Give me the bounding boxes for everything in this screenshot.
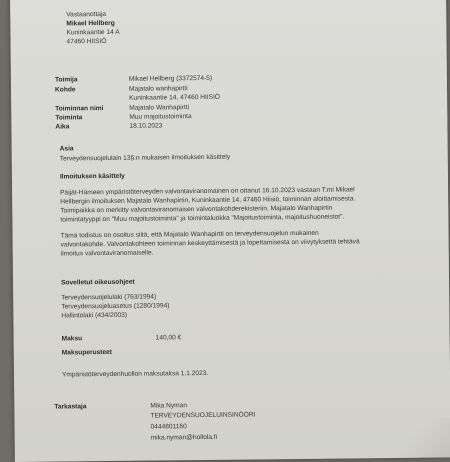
detail-label-toimija: Toimija (54, 76, 78, 84)
recipient-label: Vastaanottaja (66, 10, 107, 19)
recipient-street: Kuninkaantie 14 A (66, 28, 120, 37)
detail-value-toiminta: Muu majoitustoiminta (129, 113, 192, 121)
inspector-title: TERVEYDENSUOJELUINSINÖÖRI (150, 411, 256, 420)
processing-para1-line: Hellbergin ilmoituksen Majatalo Wanhapirtin, Kuninkaantie 14, 47460 Hiisiö, toiminnan aloittamisesta. (60, 195, 356, 206)
law-item: Hallintolaki (434/2003) (61, 311, 128, 320)
detail-label-toiminnan-nimi: Toiminnan nimi (55, 105, 104, 113)
processing-para2-line: ilmoitus valvontaviranomaiselle. (60, 249, 154, 258)
detail-value-aika: 18.10.2023 (129, 122, 163, 130)
inspector-phone: 0444801160 (150, 423, 187, 431)
inspector-email: mika.nyman@hollola.fi (150, 433, 218, 442)
detail-value-toimija: Mikael Hellberg (3372574-5) (128, 74, 213, 83)
laws-heading: Sovelletut oikeusohjeet (61, 278, 135, 287)
detail-value-kohde: Majatalo wanhapirtti (128, 85, 188, 93)
inspector-label: Tarkastaja (54, 403, 87, 411)
processing-heading: Ilmoituksen käsittely (59, 172, 125, 181)
subject-text: Terveydensuojelulain 13§:n mukaisen ilmoituksen käsittely (59, 153, 231, 163)
processing-para1-line: Päijät-Hämeen ympäristöterveyden valvontaviranomainen on ottanut 16.10.2023 vastaan T:mi Mikael (60, 186, 355, 197)
detail-label-toiminta: Toiminta (55, 114, 83, 122)
processing-para1-line: Toimipaikka on merkitty valvontaviranomaisen valvontakohderekisteriin. Majatalo Wanhapirtin (60, 204, 333, 215)
law-item: Terveydensuojelulaki (763/1994) (61, 293, 157, 302)
law-item: Terveydensuojeluasetus (1280/1994) (61, 302, 170, 311)
processing-para2-line: Tämä todistus on osoitus siitä, että Majatalo Wanhapirtti on terveydensuojelun mukainen (60, 229, 319, 240)
recipient-name: Mikael Hellberg (66, 19, 115, 28)
fee-amount: 140,00 € (155, 334, 182, 342)
fee-basis-text: Ympäristöterveydenhuollon maksutaksa 1.1.2023. (61, 369, 209, 379)
processing-para1-line: toimintatyyppi on "Muu majoitustoiminta" ja toimintaluokka "Majoitustoiminta, majoitushuoneistot". (60, 213, 345, 224)
fee-basis-label: Maksuperusteet (61, 348, 113, 357)
detail-label-kohde: Kohde (54, 86, 76, 94)
paper-shadow (390, 417, 450, 458)
inspector-name: Mika Nyman (150, 402, 188, 410)
detail-value-toiminnan-nimi: Majatalo Wanhapirtti (129, 104, 190, 112)
subject-label: Asia (59, 145, 74, 153)
recipient-postal: 47460 HIISIÖ (66, 37, 107, 46)
detail-label-aika: Aika (55, 123, 70, 131)
detail-value-address: Kuninkaantie 14, 47460 HIISIÖ (129, 93, 221, 102)
processing-para2-line: valvontakohde. Valvontakohteen toiminnan keskeyttämisestä ja lopettamisesta on viivytyksettä tehtävä (60, 238, 360, 249)
fee-label: Maksu (61, 335, 83, 343)
document-sheet (10, 0, 450, 462)
